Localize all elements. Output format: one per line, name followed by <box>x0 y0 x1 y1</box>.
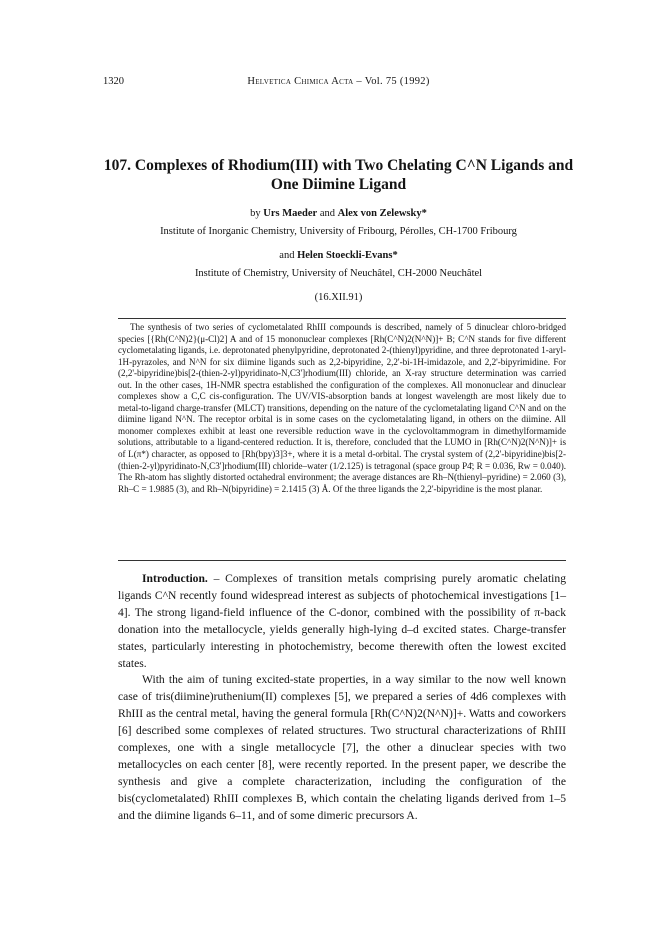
received-date: (16.XII.91) <box>314 292 363 303</box>
paragraph-text: – Complexes of transition metals comprising purely aromatic chelating ligands C^N recently found widespread interest as subjects of photochemical investigations [1–4]. The strong ligand-field influence of the C-donor, combined with the possibility of π-back donation into the metallocycle, yields generally high-lying d–d excited states. Charge-transfer states, particularly interesting in photochemistry, become therewith often the lowest excited states. <box>118 572 566 670</box>
author-name: Helen Stoeckli-Evans* <box>297 250 398 261</box>
paragraph: With the aim of tuning excited-state properties, in a way similar to the now well known case of tris(diimine)ruthenium(II) complexes [5], we prepared a series of 4d6 complexes with RhIII as the central metal, having the general formula [Rh(C^N)2(N^N)]+. Watts and coworkers [6] described some complexes of related structures. Two structural characterizations of RhIII complexes, one with a single metallocycle [7], the other a dinuclear species with two metallocycles on each center [8], were recently reported. In the present paper, we describe the synthesis and give a complete characterization, including the configuration of the bis(cyclometalated) RhIII complexes B, which contain the chelating ligands derived from 1–5 and the diimine ligands 6–11, and of some dimeric precursors A. <box>118 673 566 822</box>
page-number: 1320 <box>103 76 124 87</box>
abstract: The synthesis of two series of cyclometalated RhIII compounds is described, namely of 5 dinuclear chloro-bridged species [{Rh(C^N)2}(μ-Cl)2] A and of 15 mononuclear complexes [Rh(C^N)2(N^N)]+ B; C^N stands for five different cyclometalating ligands, i.e. deprotonated phenylpyridine, deprotonated 2-(thienyl)pyridine, and three deprotonated 1-aryl-1H-pyrazoles, and N^N for six diimine ligands such as 2,2-bipyridine, 2,2'-bi-1H-imidazole, and 2,2'-bipyrimidine. For (2,2'-bipyridine)bis[2-(thien-2-yl)pyridinato-N,C3']rhodium(III) chloride, an X-ray structure determination was carried out. In the other cases, 1H-NMR spectra established the configuration of the complexes. All mononuclear and dinuclear complexes show a C,C cis-configuration. The UV/VIS-absorption bands at longest wavelength are most likely due to metal-to-ligand charge-transfer (MLCT) transitions, depending on the nature of the cyclometalating ligand C^N and on the diimine ligand N^N. The receptor orbital is in some cases on the cyclometalating ligand, in others on the diimine. All monomer complexes exhibit at least one reversible reduction wave in the cyclovoltammogram in dimethylformamide solutions, attributable to a ligand-centered reduction. It is, therefore, concluded that the LUMO in [Rh(C^N)2(N^N)]+ is of L(π*) character, as opposed to [Rh(bpy)3]3+, where it is a metal d-orbital. The crystal system of (2,2'-bipyridine)bis[2-(thien-2-yl)pyridinato-N,C3']rhodium(III) chloride–water (1/2.125) is tetragonal (space group P4̄; R = 0.036, Rw = 0.040). The Rh-atom has slightly distorted octahedral environment; the average distances are Rh–N(thienyl–pyridine) = 2.060 (3), Rh–C = 1.9885 (3), and Rh–N(bipyridine) = 2.1415 (3) Å. Of the three ligands the 2,2'-bipyridine is the most planar. <box>118 322 566 494</box>
section-heading: Introduction. <box>142 572 208 585</box>
journal-name: Helvetica Chimica Acta <box>247 76 354 87</box>
affiliation: Institute of Chemistry, University of Neuchâtel, CH-2000 Neuchâtel <box>194 268 483 279</box>
running-header <box>103 76 574 92</box>
author-name: Alex von Zelewsky* <box>337 208 427 219</box>
journal-volume: Vol. 75 (1992) <box>364 76 430 87</box>
byline-by: by <box>250 208 264 219</box>
affiliation: Institute of Inorganic Chemistry, University of Fribourg, Pérolles, CH-1700 Fribourg <box>160 226 517 237</box>
body-text <box>118 571 566 825</box>
byline-and: and <box>279 250 298 261</box>
abstract-top-rule <box>118 318 566 319</box>
header-separator: – <box>353 76 365 87</box>
author-name: Urs Maeder <box>263 208 318 219</box>
byline <box>103 208 574 219</box>
byline-second <box>103 250 574 261</box>
journal-citation <box>103 76 574 87</box>
article-title: 107. Complexes of Rhodium(III) with Two Chelating C^N Ligands and One Diimine Ligand <box>103 157 574 193</box>
paragraph <box>118 571 566 672</box>
byline-and: and <box>317 208 338 219</box>
abstract-bottom-rule <box>118 560 566 561</box>
